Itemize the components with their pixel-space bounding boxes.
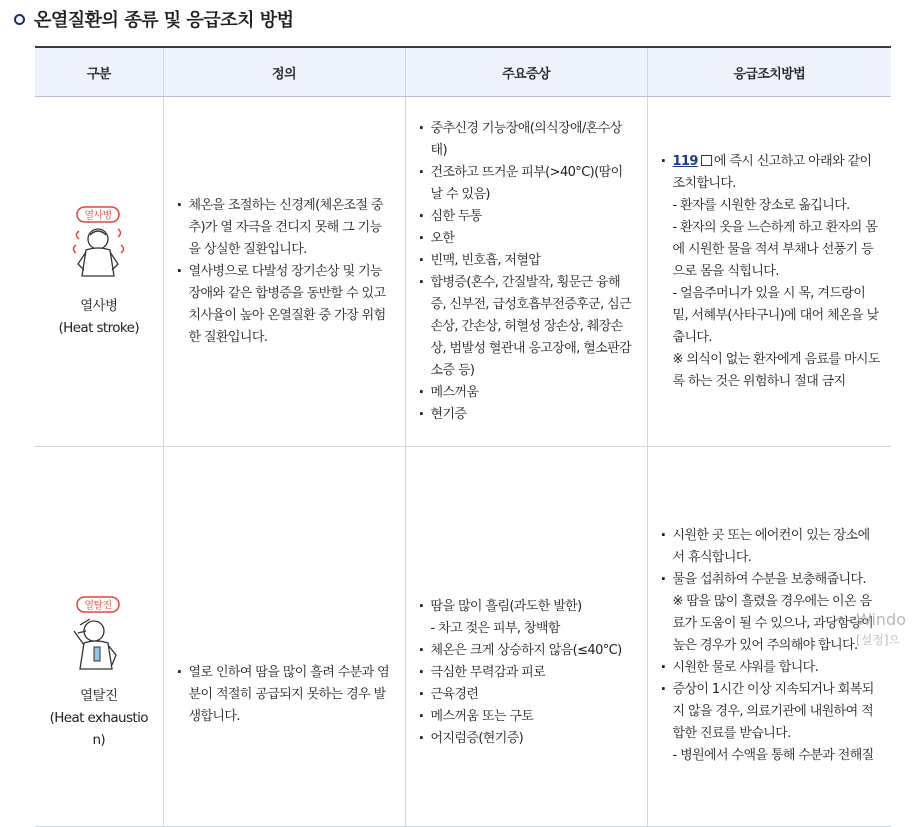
- list-item: · 땀을 많이 흘림(과도한 발한): [419, 596, 636, 618]
- definition-cell: [163, 97, 405, 447]
- list-item: - 병원에서 수액을 통해 수분과 전해질: [672, 748, 874, 763]
- watermark-line-2: [설정]으: [856, 633, 901, 647]
- page-title-text: 온열질환의 종류 및 응급조치 방법: [34, 10, 294, 31]
- external-link-icon[interactable]: [701, 155, 712, 166]
- badge-heat-exhaustion: 열탈진: [84, 600, 112, 612]
- list-item: [661, 151, 881, 195]
- list-item: · 증상이 1시간 이상 지속되거나 회복되지 않을 경우, 의료기관에 내원하여 적합한 진료를 받습니다.: [661, 679, 881, 745]
- list-item: · 시원한 곳 또는 에어컨이 있는 장소에서 휴식합니다.: [661, 525, 881, 569]
- list-item: · 심한 두통: [419, 206, 636, 228]
- category-name-ko: 열사병: [80, 297, 118, 314]
- symptoms-cell: [405, 447, 647, 827]
- heat-stroke-illustration: [54, 205, 144, 285]
- header-symptoms: 주요증상: [405, 47, 647, 97]
- heat-exhaustion-illustration: [54, 595, 144, 675]
- header-definition: 정의: [163, 47, 405, 97]
- table-row: [35, 447, 891, 827]
- category-cell: [35, 447, 163, 827]
- list-item: ※ 땀을 많이 흘렸을 경우에는 이온 음료가 도움이 될 수 있으나, 과당함량이 높은 경우가 있어 주의해야 합니다.: [672, 594, 874, 653]
- list-item: · 극심한 무력감과 피로: [419, 662, 636, 684]
- symptoms-cell: [405, 97, 647, 447]
- list-item: · 빈맥, 빈호흡, 저혈압: [419, 250, 636, 272]
- list-item: · 메스꺼움: [419, 382, 636, 404]
- category-name-en: (Heat stroke): [58, 319, 140, 336]
- list-item: ※ 의식이 없는 환자에게 음료를 마시도록 하는 것은 위험하니 절대 금지: [672, 351, 880, 389]
- list-item: · 어지럼증(현기증): [419, 728, 636, 750]
- list-item: · 물을 섭취하여 수분을 보충해줍니다.: [661, 569, 881, 591]
- title-bullet-icon: [14, 14, 25, 25]
- list-item: · 건조하고 뜨거운 피부(>40°C)(땀이 날 수 있음): [419, 162, 636, 206]
- page-title: [14, 6, 294, 32]
- list-item: · 시원한 물로 샤워를 합니다.: [661, 657, 881, 679]
- list-item: · 중추신경 기능장애(의식장애/혼수상태): [419, 118, 636, 162]
- list-item: · 메스꺼움 또는 구토: [419, 706, 636, 728]
- header-first-aid: 응급조치방법: [647, 47, 891, 97]
- first-aid-lead-text: 에 즉시 신고하고 아래와 같이 조치합니다.: [672, 153, 872, 191]
- heat-illness-table: [35, 46, 891, 827]
- list-item: · 체온을 조절하는 신경계(체온조절 중추)가 열 자극을 견디지 못해 그 기능을 상실한 질환입니다.: [177, 195, 394, 261]
- list-item: · 체온은 크게 상승하지 않음(≤40°C): [419, 640, 636, 662]
- table-row: [35, 97, 891, 447]
- list-item: - 얼음주머니가 있을 시 목, 겨드랑이 밑, 서혜부(사타구니)에 대어 체온을 낮춥니다.: [672, 285, 879, 345]
- badge-heat-stroke: 열사병: [84, 210, 112, 221]
- list-item: · 열사병으로 다발성 장기손상 및 기능장애와 같은 합병증을 동반할 수 있고 치사율이 높아 온열질환 중 가장 위험한 질환입니다.: [177, 261, 394, 349]
- definition-cell: [163, 447, 405, 827]
- table-header-row: [35, 47, 891, 97]
- list-item: · 근육경련: [419, 684, 636, 706]
- first-aid-cell: [647, 97, 891, 447]
- header-category: 구분: [35, 47, 163, 97]
- list-item: · 합병증(혼수, 간질발작, 횡문근 융해증, 신부전, 급성호흡부전증후군, 심근손상, 간손상, 허혈성 장손상, 췌장손상, 범발성 혈관내 응고장애, 혈소판감소증 등): [419, 272, 636, 382]
- list-item: · 현기증: [419, 404, 636, 426]
- category-cell: [35, 97, 163, 447]
- list-item: · 열로 인하여 땀을 많이 흘려 수분과 염분이 적절히 공급되지 못하는 경우 발생합니다.: [177, 662, 394, 728]
- category-name-en: (Heat exhaustion): [49, 710, 148, 748]
- first-aid-cell: [647, 447, 891, 827]
- call-119-link[interactable]: 119: [672, 153, 698, 169]
- watermark-line-1: Windo: [856, 610, 906, 629]
- list-item: - 환자를 시원한 장소로 옮깁니다.: [672, 197, 850, 213]
- list-item: · 오한: [419, 228, 636, 250]
- category-name-ko: 열탈진: [80, 688, 118, 704]
- list-item: - 환자의 옷을 느슨하게 하고 환자의 몸에 시원한 물을 적셔 부채나 선풍기 등으로 몸을 식힙니다.: [672, 219, 878, 279]
- list-item: - 차고 젖은 피부, 창백함: [430, 621, 560, 636]
- windows-activation-watermark: [856, 610, 906, 650]
